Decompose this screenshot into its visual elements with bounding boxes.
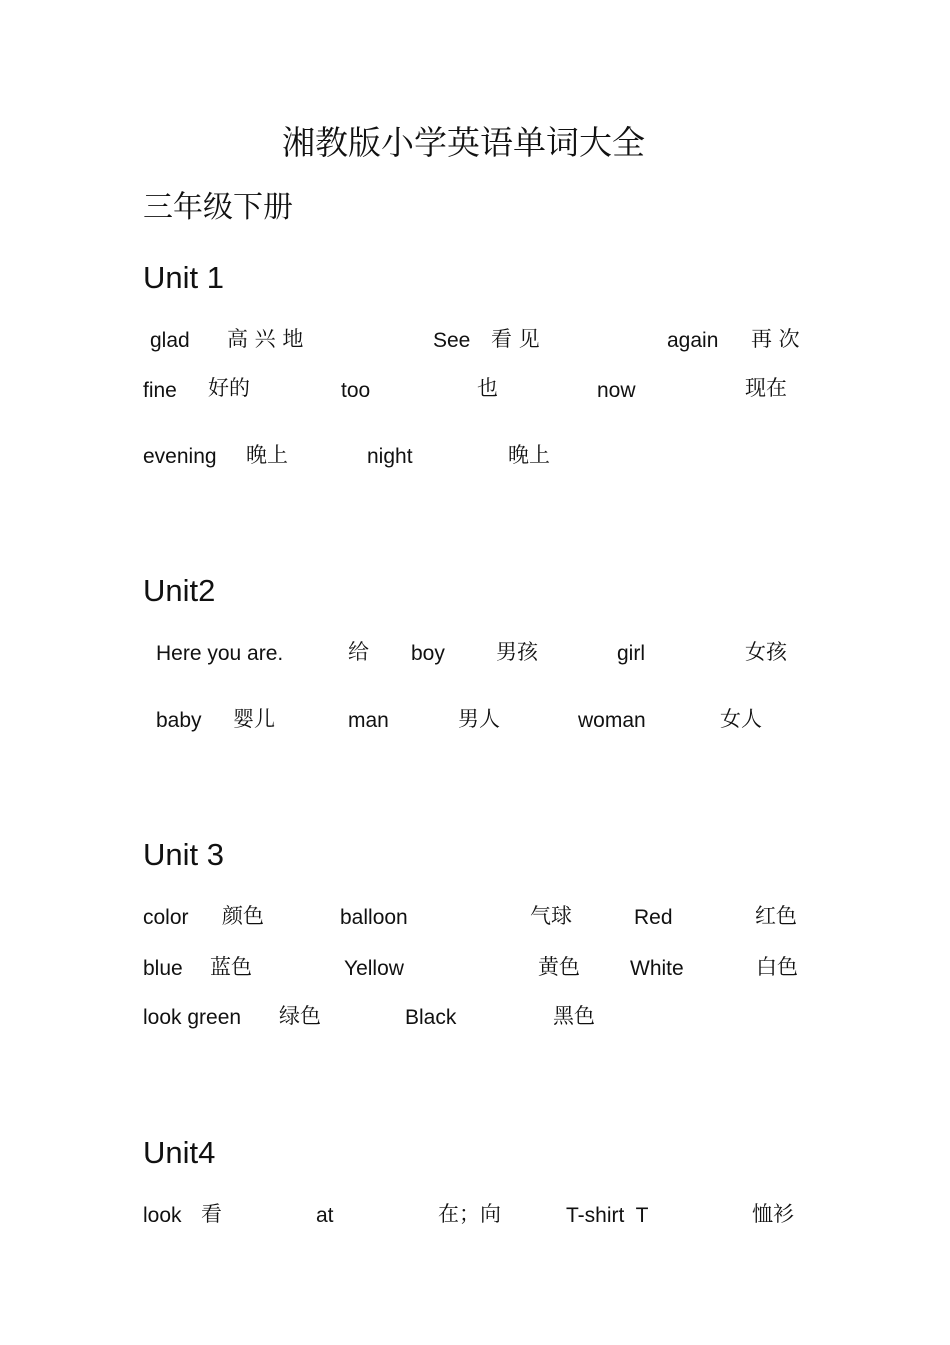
unit-heading: Unit 3 — [143, 837, 224, 872]
english-word: blue — [143, 957, 183, 980]
unit-heading: Unit 1 — [143, 260, 224, 295]
english-word: night — [367, 445, 413, 468]
chinese-meaning: 给 — [348, 640, 369, 664]
chinese-meaning: 再 次 — [751, 327, 800, 351]
chinese-meaning: 颜色 — [222, 904, 264, 928]
chinese-meaning: 蓝色 — [210, 955, 252, 979]
chinese-meaning: 现在 — [745, 376, 787, 400]
english-word: woman — [578, 709, 646, 732]
english-word: baby — [156, 709, 202, 732]
english-word: look — [143, 1204, 182, 1227]
unit-heading: Unit2 — [143, 573, 216, 608]
chinese-meaning: 女孩 — [745, 640, 787, 664]
english-word: too — [341, 379, 371, 402]
chinese-meaning: 看 — [201, 1202, 222, 1226]
english-word: fine — [143, 379, 177, 402]
document-title: 湘教版小学英语单词大全 — [282, 123, 645, 162]
chinese-meaning: 高 兴 地 — [227, 327, 304, 351]
english-word: Here you are. — [156, 642, 284, 665]
english-word: at — [316, 1204, 334, 1227]
chinese-meaning: 晚上 — [246, 443, 288, 467]
chinese-meaning: 女人 — [720, 707, 762, 731]
english-word: T-shirt T — [566, 1204, 649, 1227]
chinese-meaning: 白色 — [756, 955, 798, 979]
grade-heading: 三年级下册 — [143, 190, 293, 225]
chinese-meaning: 气球 — [530, 904, 572, 928]
english-word: See — [433, 329, 471, 352]
chinese-meaning: 绿色 — [279, 1004, 321, 1028]
chinese-meaning: 婴儿 — [233, 707, 275, 731]
chinese-meaning: 男孩 — [496, 640, 538, 664]
english-word: glad — [150, 329, 190, 352]
chinese-meaning: 男人 — [458, 707, 500, 731]
english-word: White — [630, 957, 684, 980]
english-word: man — [348, 709, 389, 732]
chinese-meaning: 看 见 — [491, 327, 540, 351]
english-word: balloon — [340, 906, 408, 929]
chinese-meaning: 晚上 — [508, 443, 550, 467]
chinese-meaning: 恤衫 — [752, 1202, 794, 1226]
english-word: girl — [617, 642, 646, 665]
english-word: Yellow — [344, 957, 404, 980]
english-word: Red — [634, 906, 673, 929]
chinese-meaning: 黄色 — [538, 955, 580, 979]
chinese-meaning: 黑色 — [553, 1004, 595, 1028]
english-word: evening — [143, 445, 217, 468]
english-word: now — [597, 379, 636, 402]
english-word: Black — [405, 1006, 457, 1029]
chinese-meaning: 也 — [477, 376, 498, 400]
chinese-meaning: 红色 — [755, 904, 797, 928]
english-word: color — [143, 906, 189, 929]
chinese-meaning: 在；向 — [438, 1202, 501, 1226]
english-word: boy — [411, 642, 445, 665]
english-word: again — [667, 329, 719, 352]
unit-heading: Unit4 — [143, 1135, 216, 1170]
chinese-meaning: 好的 — [208, 376, 250, 400]
english-word: look green — [143, 1006, 242, 1029]
